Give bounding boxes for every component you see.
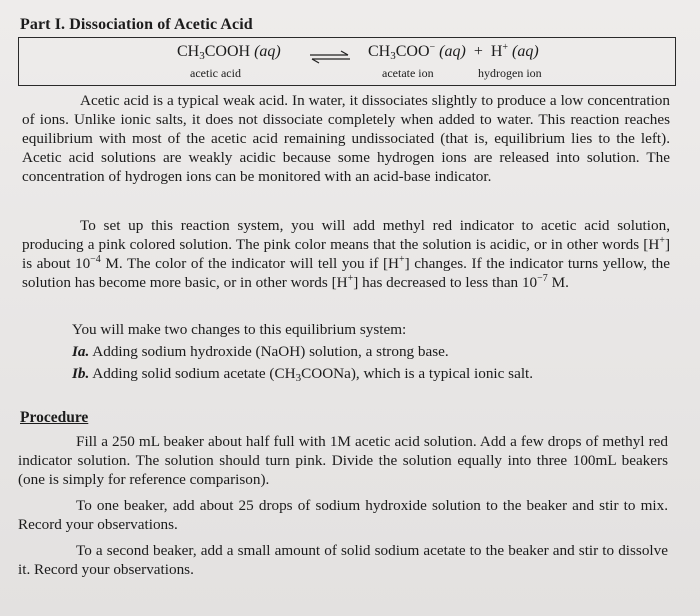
procedure-step-1: Fill a 250 mL beaker about half full with 1M acetic acid solution. Add a few drops of methyl red indicator solution. The solution should turn pink. Divide the solution equally into three 100mL beakers (one is simply for reference comparison). [18, 433, 668, 488]
change-item-ia: Ia. Adding sodium hydroxide (NaOH) solution, a strong base. [72, 343, 449, 360]
procedure-step-3: To a second beaker, add a small amount of solid sodium acetate to the beaker and stir to dissolve it. Record your observations. [18, 542, 668, 578]
change-item-ib: Ib. Adding solid sodium acetate $(CH_3COONa)$, which is a typical ionic salt. [72, 365, 534, 384]
procedure-step-2: To one beaker, add about 25 drops of sodium hydroxide solution to the beaker and stir to mix. Record your observations. [18, 497, 668, 533]
changes-list [72, 319, 533, 385]
label-acetic-acid: acetic acid [190, 66, 241, 80]
changes-intro: You will make two changes to this equilibrium system: [72, 321, 407, 338]
equilibrium-arrow-icon [308, 50, 352, 64]
equation-box [18, 37, 676, 86]
label-acetate-ion: acetate ion [382, 66, 434, 80]
procedure-heading: Procedure [20, 409, 89, 426]
equation-products: $CH_3COO^-$ (aq) + H+ (aq) [368, 42, 539, 62]
equation-reactant: $CH_3COOH$ (aq) [177, 43, 281, 62]
intro-paragraph: Acetic acid is a typical weak acid. In water, it dissociates slightly to produce a low concentration of ions. Unlike ionic salts, it does not dissociate completely when added to water. This reaction reaches equilibrium with most of the acetic acid remaining undissociated (that is, equilibrium lies to the left). Acetic acid solutions are weakly acidic because some hydrogen ions are released into solution. The concentration of hydrogen ions can be monitored with an acid-base indicator. [22, 92, 670, 185]
label-hydrogen-ion: hydrogen ion [478, 66, 542, 80]
setup-paragraph: To set up this reaction system, you will add methyl red indicator to acetic acid solution, producing a pink colored solution. The pink color means that the solution is acidic, or in other words [H+] is about $10^{-4}$ M. The color of the indicator will tell you if [H+] changes. If the indicator turns yellow, the solution has become more basic, or in other words [H+] has decreased to less than $10^{-7}$ M. [22, 217, 671, 291]
section-title: Part I. Dissociation of Acetic Acid [20, 16, 253, 33]
